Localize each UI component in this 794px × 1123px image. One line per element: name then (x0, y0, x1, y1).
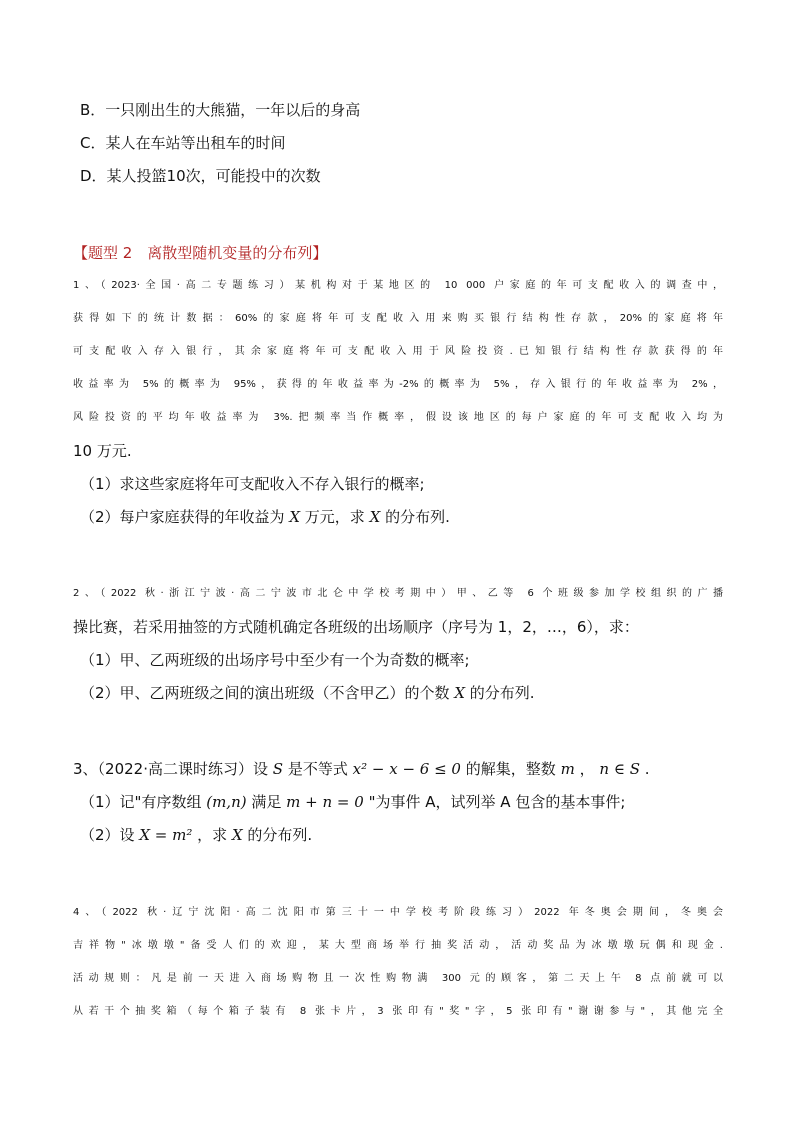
q1-sub-2-post: 的分布列. (385, 508, 450, 526)
var-x: X (454, 684, 466, 702)
q1-sub-2-pre: （2）每户家庭获得的年收益为 (80, 508, 285, 526)
var-x: X (231, 826, 243, 844)
q4-line-3: 活动规则：凡是前一天进入商场购物且一次性购物满 300 元的顾客，第二天上午 8 点前就可以 (73, 973, 723, 984)
option-c: C．某人在车站等出租车的时间 (80, 134, 286, 152)
pair-formula: (m,n) (206, 793, 247, 811)
q2-sub-1: （1）甲、乙两班级的出场序号中至少有一个为奇数的概率; (80, 651, 470, 669)
q3-sub-2-mid: ，求 (197, 826, 228, 844)
q2-sub-2-pre: （2）甲、乙两班级之间的演出班级（不含甲乙）的个数 (80, 684, 450, 702)
q3-period: . (644, 760, 650, 778)
var-n: n (599, 760, 610, 778)
var-x: X (289, 508, 301, 526)
q2-line-1: 2、（2022 秋·浙江宁波·高二宁波市北仑中学校考期中）甲、乙等 6 个班级参加学校组织的广播 (73, 588, 723, 599)
q3-sub-2-pre: （2）设 (80, 826, 135, 844)
var-m: m (560, 760, 575, 778)
q3-pre: 3、（2022·高二课时练习）设 (73, 760, 268, 778)
q1-sub-2 (80, 507, 450, 527)
q4-line-1: 4、（2022 秋·辽宁沈阳·高二沈阳市第三十一中学校考阶段练习）2022 年冬奥会期间，冬奥会 (73, 907, 723, 918)
equation-formula: m + n = 0 (286, 793, 364, 811)
section-heading: 【题型 2 离散型随机变量的分布列】 (73, 244, 328, 262)
q3-sub-1 (80, 792, 625, 812)
var-x: X (369, 508, 381, 526)
q3-sub-2 (80, 825, 312, 845)
q3-line-1 (73, 759, 650, 779)
q3-post: 的解集，整数 (465, 760, 556, 778)
q1-line-6: 10 万元. (73, 442, 132, 460)
q4-line-2: 吉祥物"冰墩墩"备受人们的欢迎，某大型商场举行抽奖活动，活动奖品为冰墩墩玩偶和现金. (73, 940, 723, 951)
q4-line-4: 从若干个抽奖箱（每个箱子装有 8 张卡片，3 张印有"奖"字，5 张印有"谢谢参与"，其他完全 (73, 1006, 723, 1017)
q3-sub-1-post: "为事件 A，试列举 A 包含的基本事件; (368, 793, 626, 811)
q3-sub-1-pre: （1）记"有序数组 (80, 793, 202, 811)
q1-line-5: 风险投资的平均年收益率为 3%.把频率当作概率，假设该地区的每户家庭的年可支配收入均为 (73, 412, 723, 423)
q1-sub-2-mid: 万元，求 (304, 508, 365, 526)
in-s-formula: ∈ S (613, 760, 640, 778)
x-eq-formula: X = m² (139, 826, 193, 844)
q1-line-2: 获得如下的统计数据：60%的家庭将年可支配收入用来购买银行结构性存款，20%的家庭将年 (73, 313, 723, 324)
option-b: B．一只刚出生的大熊猫，一年以后的身高 (80, 101, 361, 119)
q2-line-2: 操比赛，若采用抽签的方式随机确定各班级的出场顺序（序号为 1，2，…，6），求： (73, 618, 639, 636)
q3-sub-1-mid: 满足 (251, 793, 282, 811)
q2-sub-2-post: 的分布列. (469, 684, 535, 702)
q1-line-3: 可支配收入存入银行，其余家庭将年可支配收入用于风险投资.已知银行结构性存款获得的年 (73, 346, 723, 357)
option-d: D．某人投篮10次，可能投中的次数 (80, 167, 321, 185)
inequality-formula: x² − x − 6 ≤ 0 (352, 760, 461, 778)
q3-comma: ， (579, 760, 595, 778)
q1-line-1: 1、（2023·全国·高二专题练习）某机构对于某地区的 10 000 户家庭的年可支配收入的调查中， (73, 280, 723, 291)
var-s: S (272, 760, 284, 778)
q2-sub-2 (80, 683, 535, 703)
q3-mid: 是不等式 (287, 760, 348, 778)
q3-sub-2-post: 的分布列. (247, 826, 313, 844)
q1-line-4: 收益率为 5%的概率为 95%，获得的年收益率为-2%的概率为 5%，存入银行的年收益率为 2%， (73, 379, 723, 390)
q1-sub-1: （1）求这些家庭将年可支配收入不存入银行的概率; (80, 475, 425, 493)
